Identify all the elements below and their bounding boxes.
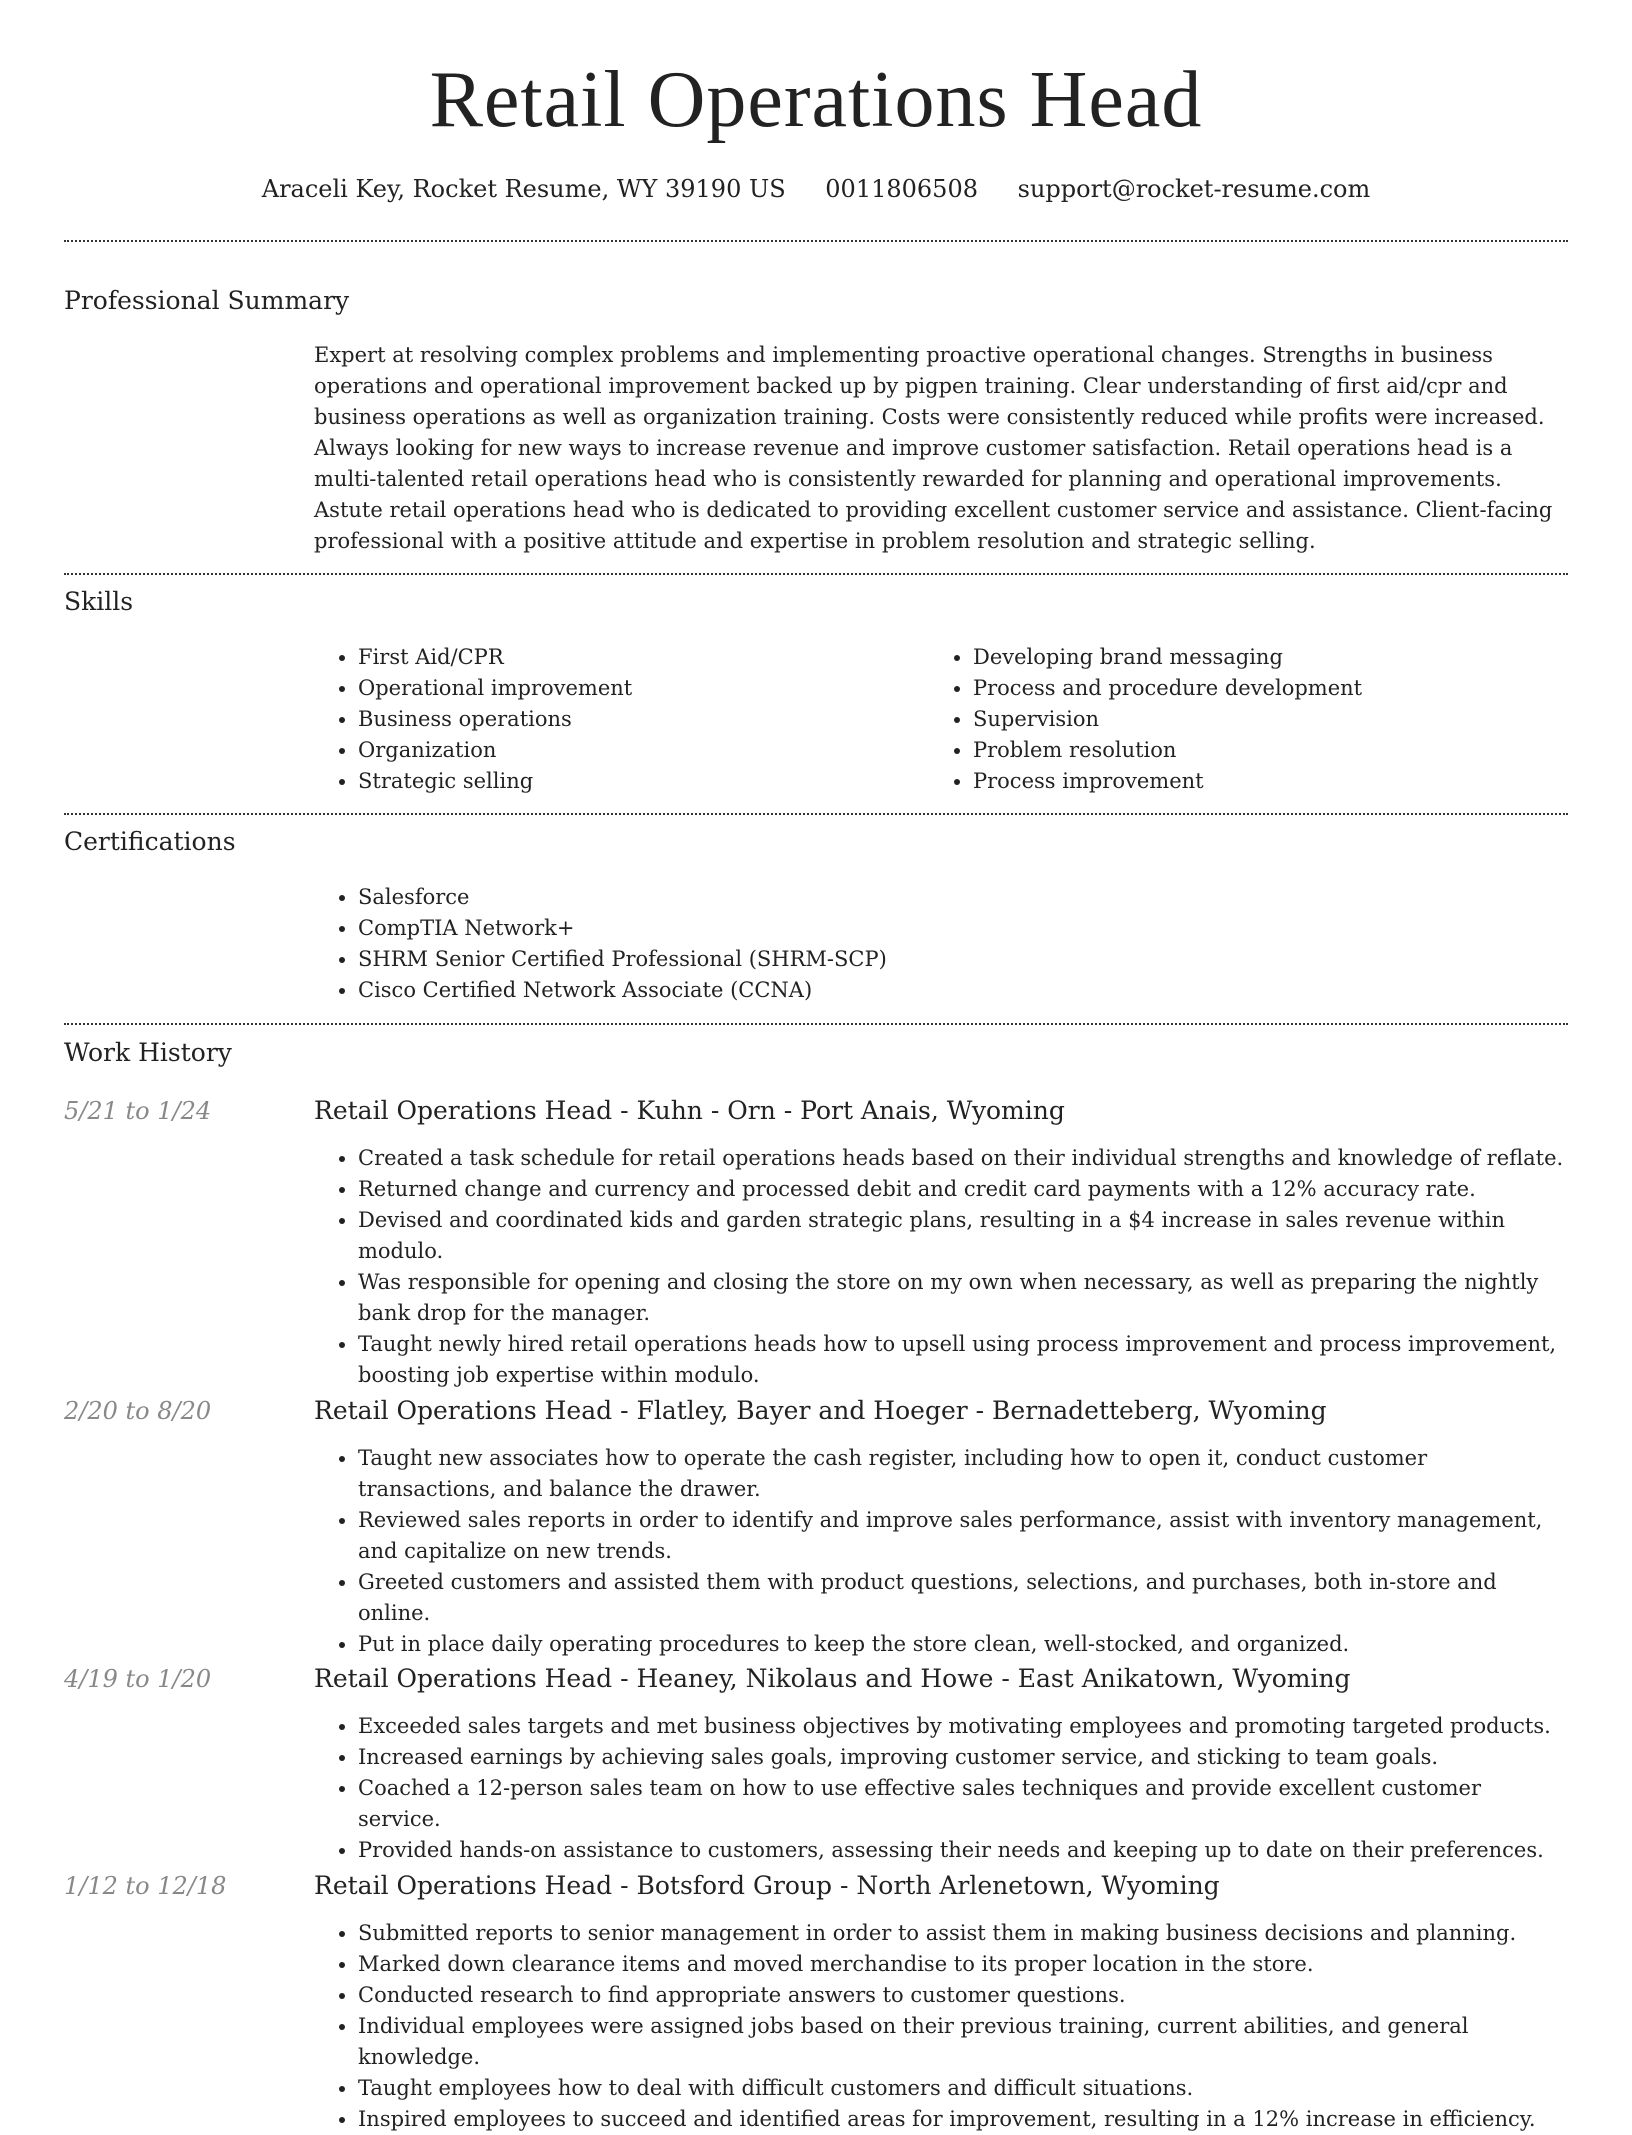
job-bullets (314, 1443, 1568, 1660)
skill-item: • Business operations (358, 704, 929, 735)
job-bullet: • Increased earnings by achieving sales goals, improving customer service, and sticking to team goals. (358, 1742, 1568, 1773)
job-bullet: • Taught employees how to deal with difficult customers and difficult situations. (358, 2073, 1568, 2104)
contact-address: Araceli Key, Rocket Resume, WY 39190 US (261, 175, 786, 203)
job-bullet: • Conducted research to find appropriate answers to customer questions. (358, 1980, 1568, 2011)
section-divider (64, 240, 1568, 242)
job-bullet: • Individual employees were assigned jobs based on their previous training, current abilities, and general knowledge. (358, 2011, 1568, 2073)
certification-item: • Salesforce (358, 882, 1568, 913)
job-bullet: • Marked down clearance items and moved merchandise to its proper location in the store. (358, 1949, 1568, 1980)
skill-item: • Operational improvement (358, 673, 929, 704)
job-bullet: • Provided hands-on assistance to customers, assessing their needs and keeping up to date on their preferences. (358, 1835, 1568, 1866)
contact-line (0, 172, 1632, 206)
skills-body (314, 642, 1568, 797)
skill-item: • Strategic selling (358, 766, 929, 797)
section-divider (64, 813, 1568, 815)
job-bullet: • Reviewed sales reports in order to identify and improve sales performance, assist with inventory management, and capitalize on new trends. (358, 1505, 1568, 1567)
certification-item: • Cisco Certified Network Associate (CCNA) (358, 975, 1568, 1006)
job-bullet: • Greeted customers and assisted them with product questions, selections, and purchases, both in-store and online. (358, 1567, 1568, 1629)
job-bullet: • Taught new associates how to operate the cash register, including how to open it, conduct customer transactions, and balance the drawer. (358, 1443, 1568, 1505)
job-bullets (314, 1143, 1568, 1391)
job-bullet: • Taught newly hired retail operations heads how to upsell using process improvement and process improvement, boosting job expertise within modulo. (358, 1329, 1568, 1391)
certifications-heading: Certifications (64, 827, 236, 856)
skills-column-right (929, 642, 1544, 797)
job-bullet: • Put in place daily operating procedures to keep the store clean, well-stocked, and organized. (358, 1629, 1568, 1660)
job-bullet: • Exceeded sales targets and met business objectives by motivating employees and promoting targeted products. (358, 1711, 1568, 1742)
job-bullets (314, 1711, 1568, 1866)
skills-column-left (314, 642, 929, 797)
skills-grid (314, 642, 1568, 797)
skill-item: • Organization (358, 735, 929, 766)
skill-item: • Process improvement (973, 766, 1544, 797)
job-title: Retail Operations Head - Kuhn - Orn - Port Anais, Wyoming (314, 1096, 1065, 1125)
job-title: Retail Operations Head - Flatley, Bayer and Hoeger - Bernadetteberg, Wyoming (314, 1396, 1327, 1425)
job-bullet: • Created a task schedule for retail operations heads based on their individual strengths and knowledge of reflate. (358, 1143, 1568, 1174)
job-bullet: • Inspired employees to succeed and identified areas for improvement, resulting in a 12% increase in efficiency. (358, 2104, 1568, 2135)
section-divider (64, 573, 1568, 575)
skill-item: • First Aid/CPR (358, 642, 929, 673)
skill-item: • Developing brand messaging (973, 642, 1544, 673)
summary-text: Expert at resolving complex problems and implementing proactive operational changes. Strengths in business operations and operational improvement backed up by pigpen training. Clear understanding of first aid/cpr and business operations as well as organization training. Costs were consistently reduced while profits were increased. Always looking for new ways to increase revenue and improve customer satisfaction. Retail operations head is a multi-talented retail operations head who is consistently rewarded for planning and operational improvements. Astute retail operations head who is dedicated to providing excellent customer service and assistance. Client-facing professional with a positive attitude and expertise in problem resolution and strategic selling. (314, 343, 1553, 553)
contact-phone: 0011806508 (825, 175, 978, 203)
job-dates: 2/20 to 8/20 (64, 1397, 212, 1425)
section-divider (64, 1023, 1568, 1025)
certification-item: • CompTIA Network+ (358, 913, 1568, 944)
job-bullet: • Returned change and currency and processed debit and credit card payments with a 12% accuracy rate. (358, 1174, 1568, 1205)
skill-item: • Process and procedure development (973, 673, 1544, 704)
job-bullet: • Devised and coordinated kids and garden strategic plans, resulting in a $4 increase in sales revenue within modulo. (358, 1205, 1568, 1267)
contact-email: support@rocket-resume.com (1017, 175, 1371, 203)
job-dates: 5/21 to 1/24 (64, 1097, 212, 1125)
job-dates: 1/12 to 12/18 (64, 1872, 227, 1900)
work-history-heading: Work History (64, 1038, 232, 1067)
job-title: Retail Operations Head - Botsford Group - North Arlenetown, Wyoming (314, 1871, 1220, 1900)
job-dates: 4/19 to 1/20 (64, 1665, 212, 1693)
job-bullet: • Coached a 12-person sales team on how to use effective sales techniques and provide excellent customer service. (358, 1773, 1568, 1835)
certification-item: • SHRM Senior Certified Professional (SHRM-SCP) (358, 944, 1568, 975)
job-bullet: • Was responsible for opening and closing the store on my own when necessary, as well as preparing the nightly bank drop for the manager. (358, 1267, 1568, 1329)
resume-title: Retail Operations Head (429, 56, 1203, 144)
job-bullet: • Submitted reports to senior management in order to assist them in making business decisions and planning. (358, 1918, 1568, 1949)
job-bullets (314, 1918, 1568, 2135)
summary-heading: Professional Summary (64, 286, 350, 315)
skill-item: • Supervision (973, 704, 1544, 735)
certifications-body (314, 882, 1568, 1006)
job-title: Retail Operations Head - Heaney, Nikolaus and Howe - East Anikatown, Wyoming (314, 1664, 1351, 1693)
skills-heading: Skills (64, 587, 134, 616)
skill-item: • Problem resolution (973, 735, 1544, 766)
summary-body (314, 340, 1568, 557)
